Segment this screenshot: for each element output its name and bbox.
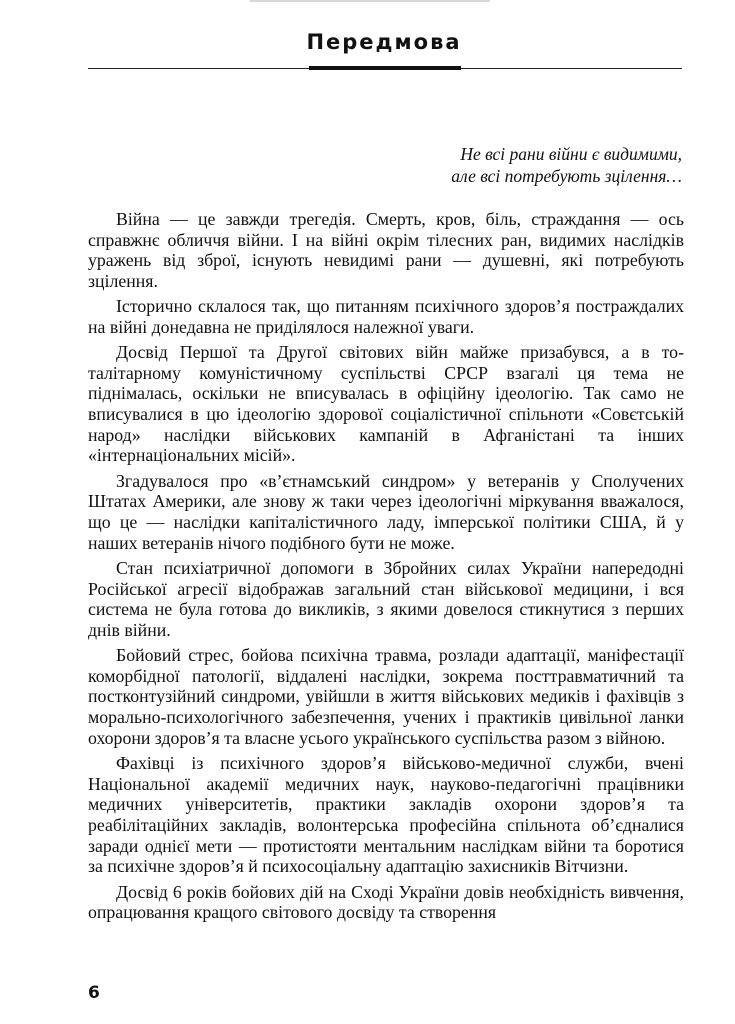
page-number: 6	[88, 983, 100, 1003]
top-decorative-rule	[250, 0, 490, 2]
paragraph: Досвід Першої та Другої світових війн майже призабувся, а в тоталітарному комуністичному суспільстві СРСР взагалі ця тема не піднімалась, оскільки не вписувалась в офіційну ідеологію. Так само не вписувалися в цю ідеологію здорової соціалістичної спільноти «Совєтській народ» наслідки військових кампаній в Афганістані та інших «інтернаціональних місій».	[88, 342, 684, 466]
paragraph: Історично склалося так, що питанням психічного здоров’я постраждалих на війні донедавна не приділялося належної уваги.	[88, 296, 684, 337]
paragraph: Фахівці із психічного здоров’я військово-медичної служби, вчені Національної академії медичних наук, науково-педагогічні працівники медичних університетів, практики закладів охорони здоров’я та реабілітаційних закладів, волонтерська професійна спільнота об’єдналися заради однієї мети — протистояти ментальним наслідкам війни та боротися за психічне здоров’я й психосоціальну адаптацію захисників Вітчизни.	[88, 752, 684, 877]
epigraph-line-1: Не всі рани війни є видимими,	[460, 144, 682, 164]
title-underline-bar	[309, 66, 461, 70]
chapter-title: Передмова	[306, 30, 462, 54]
epigraph	[451, 143, 682, 187]
paragraph: Досвід 6 років бойових дій на Сході України довів необхідність вивчення, опрацювання кращого світового досвіду та створення	[88, 881, 684, 923]
paragraph: Бойовий стрес, бойова психічна травма, розлади адаптації, маніфестації коморбідної патології, віддалені наслідки, зокрема посттравматичний та постконтузійний синдроми, увійшли в життя військових медиків і фахівців з морально-психологічного забезпечення, учених і практиків цивільної ланки охорони здоров’я та власне усього українського суспільства разом з війною.	[88, 645, 684, 748]
body-text	[88, 209, 684, 927]
epigraph-line-2: але всі потребують зцілення…	[451, 166, 682, 186]
paragraph: Війна — це завжди трегедія. Смерть, кров, біль, страждання — ось справжнє обличчя війни. І на війні окрім тілесних ран, видимих наслідків уражень від зброї, існують невидимі рани — душевні, які потребують зцілення.	[88, 209, 684, 291]
paragraph: Згадувалося про «в’єтнамський синдром» у ветеранів у Сполучених Штатах Америки, але знову ж таки через ідеологічні міркування вважалося, що це — наслідки капіталістичного ладу, імперської політики США, й у наших ветеранів нічого подібного бути не може.	[88, 470, 684, 553]
paragraph: Стан психіатричної допомоги в Збройних силах України напередодні Російської агресії відображав загальний стан військової медицини, і вся система не була готова до викликів, з якими довелося стикнутися з перших днів війни.	[88, 557, 684, 640]
